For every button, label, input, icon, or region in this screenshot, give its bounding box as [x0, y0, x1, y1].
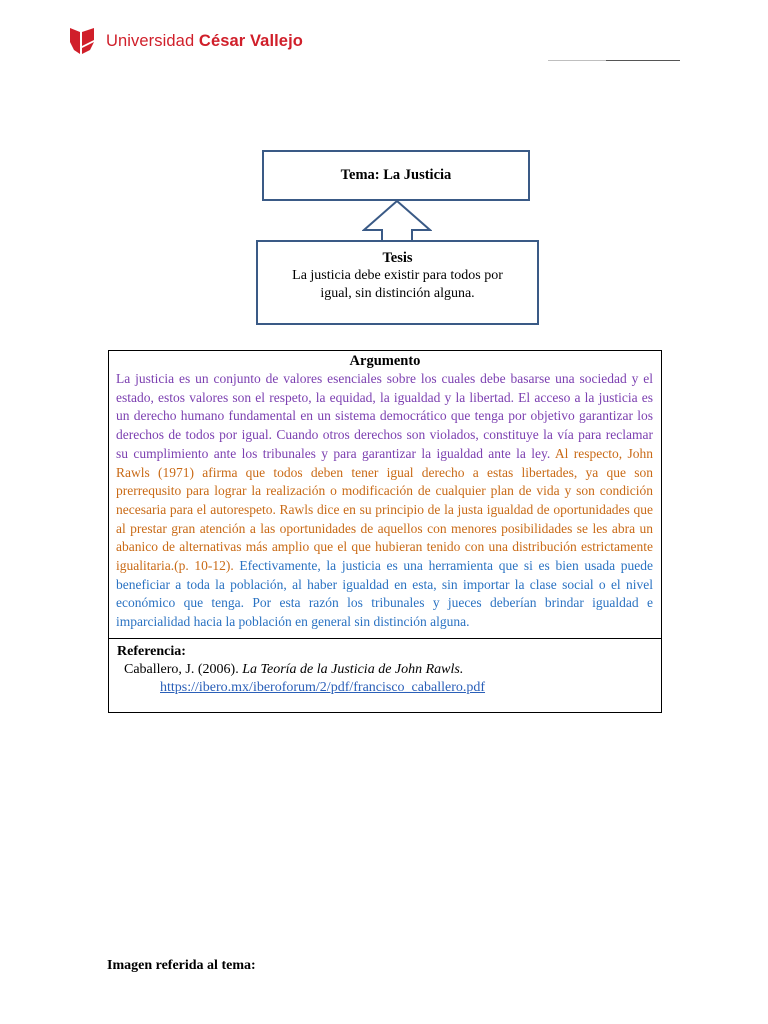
argument-part-3: Efectivamente, la justicia es una herramienta que si es bien usada puede beneficiar a toda la población, al haber igualdad en esta, sin importar la clase social o el nivel económico que tenga. Por esta razón los tribunales y jueces deberían brindar igualdad e imparcialidad hacia la población en general sin distinción alguna.: [116, 558, 654, 630]
argument-part-1: La justicia es un conjunto de valores esenciales sobre los cuales debe basarse una sociedad y el estado, estos valores son el respeto, la equidad, la igualdad y la libertad. El acceso a la justicia es un derecho humano fundamental en un sistema democrático que tenga por objetivo garantizar los derechos de todos por igual. Cuando otros derechos son violados, constituye la vía para reclamar su cumplimiento ante los tribunales y para garantizar la igualdad ante la ley.: [116, 371, 653, 461]
tesis-line-2: igual, sin distinción alguna.: [320, 286, 475, 301]
university-logo: [68, 26, 303, 56]
tesis-box: [256, 240, 539, 325]
reference-section: [117, 643, 485, 697]
tema-text: Tema: La Justicia: [340, 167, 452, 183]
reference-link[interactable]: https://ibero.mx/iberoforum/2/pdf/francisco_caballero.pdf: [160, 680, 486, 695]
reference-title: Referencia:: [117, 644, 186, 659]
tesis-title: Tesis: [382, 250, 413, 266]
up-arrow-icon: [362, 200, 432, 242]
argument-part-2: Al respecto, John Rawls (1971) afirma que todos deben tener igual derecho a estas libertades, ya que son prerrequsito para lograr la realización o modificación de cualquier plan de vida y son condición necesaria para el autorespeto. Rawls dice en su principio de la justa igualdad de oportunidades que al prestar gran atención a las oportunidades de aquellos con menores posibilidades se les abra un abanico de alternativas más amplio que el que hubieran tenido con una distribución estrictamente igualitaria.(p. 10-12).: [116, 445, 653, 574]
tesis-line-1: La justicia debe existir para todos por: [292, 268, 503, 283]
argument-divider: [109, 638, 661, 639]
reference-citation: Caballero, J. (2006). La Teoría de la Justicia de John Rawls.: [124, 662, 464, 677]
reference-book-title: La Teoría de la Justicia de John Rawls.: [242, 662, 464, 677]
header-line-accent: [606, 60, 680, 61]
argument-box: [108, 350, 662, 713]
tema-box: [262, 150, 530, 201]
argument-text: [116, 370, 653, 632]
image-label: Imagen referida al tema:: [107, 958, 256, 973]
argument-title: Argumento: [349, 353, 421, 369]
university-name: Universidad César Vallejo: [106, 31, 303, 50]
ucv-shield-icon: [68, 26, 98, 56]
